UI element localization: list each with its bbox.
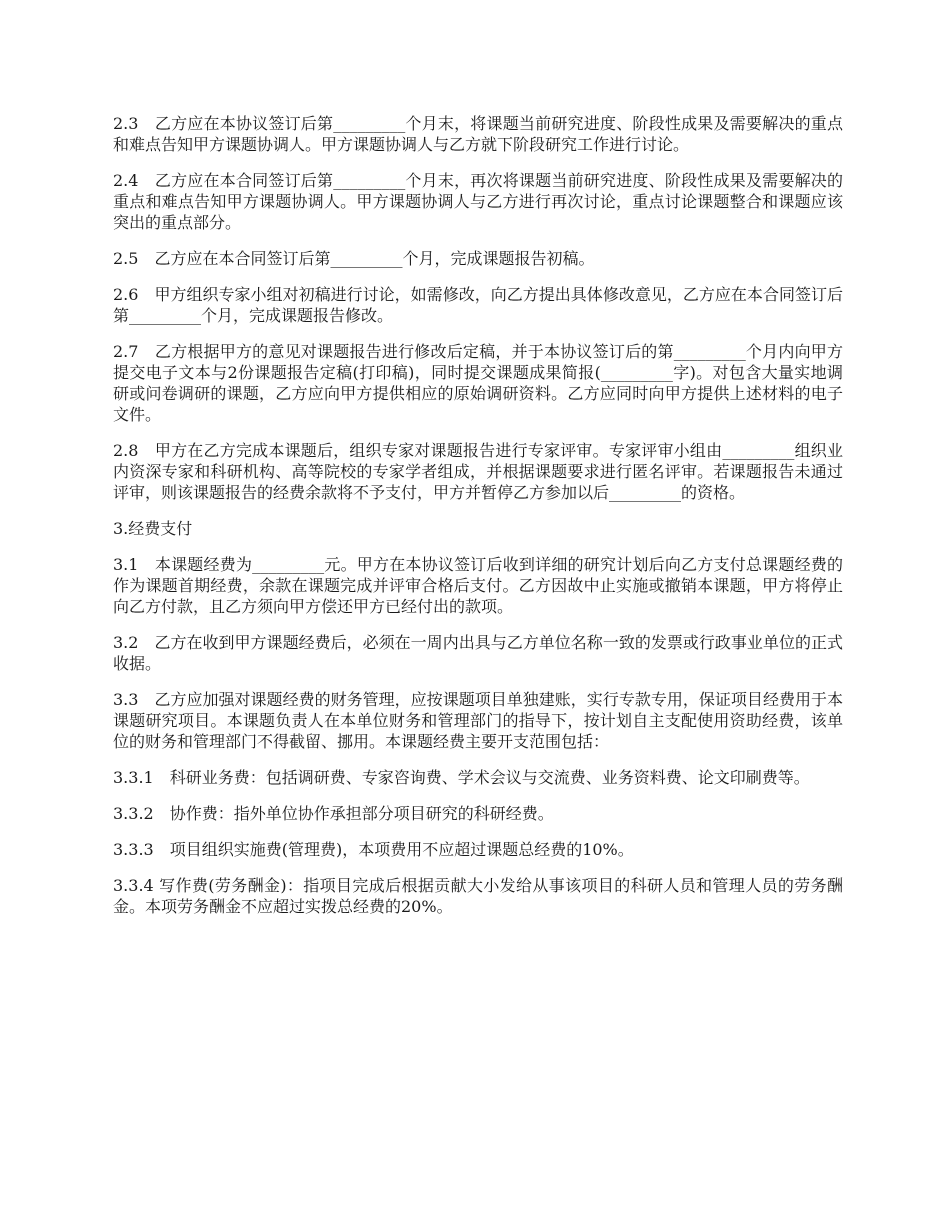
- clause-2-3: 2.3 乙方应在本协议签订后第_________个月末，将课题当前研究进度、阶段性成果及需要解决的重点和难点告知甲方课题协调人。甲方课题协调人与乙方就下阶段研究工作进行讨论。: [113, 114, 843, 154]
- document-page: [113, 113, 843, 917]
- clause-2-7: 2.7 乙方根据甲方的意见对课题报告进行修改后定稿，并于本协议签订后的第_________个月内向甲方提交电子文本与2份课题报告定稿(打印稿)，同时提交课题成果简报(_________字)。对包含大量实地调研或问卷调研的课题，乙方应向甲方提供相应的原始调研资料。乙方应同时向甲方提供上述材料的电子文件。: [113, 342, 843, 424]
- clause-3-3: 3.3 乙方应加强对课题经费的财务管理，应按课题项目单独建账，实行专款专用，保证项目经费用于本课题研究项目。本课题负责人在本单位财务和管理部门的指导下，按计划自主支配使用资助经费，该单位的财务和管理部门不得截留、挪用。本课题经费主要开支范围包括：: [113, 690, 843, 751]
- clause-2-4: 2.4 乙方应在本合同签订后第_________个月末，再次将课题当前研究进度、阶段性成果及需要解决的重点和难点告知甲方课题协调人。甲方课题协调人与乙方进行再次讨论，重点讨论课题整合和课题应该突出的重点部分。: [113, 171, 843, 232]
- clause-3-1: 3.1 本课题经费为_________元。甲方在本协议签订后收到详细的研究计划后向乙方支付总课题经费的作为课题首期经费，余款在课题完成并评审合格后支付。乙方因故中止实施或撤销本课题，甲方将停止向乙方付款，且乙方须向甲方偿还甲方已经付出的款项。: [113, 555, 843, 616]
- section-heading-3: 3.经费支付: [113, 519, 193, 538]
- clause-3-2: 3.2 乙方在收到甲方课题经费后，必须在一周内出具与乙方单位名称一致的发票或行政事业单位的正式收据。: [113, 633, 843, 673]
- clause-3-3-1: 3.3.1 科研业务费：包括调研费、专家咨询费、学术会议与交流费、业务资料费、论文印刷费等。: [113, 768, 810, 787]
- clause-3-3-3: 3.3.3 项目组织实施费(管理费)，本项费用不应超过课题总经费的10%。: [113, 840, 634, 859]
- clause-2-5: 2.5 乙方应在本合同签订后第_________个月，完成课题报告初稿。: [113, 249, 595, 268]
- clause-2-6: 2.6 甲方组织专家小组对初稿进行讨论，如需修改，向乙方提出具体修改意见，乙方应在本合同签订后第_________个月，完成课题报告修改。: [113, 285, 843, 325]
- clause-3-3-2: 3.3.2 协作费：指外单位协作承担部分项目研究的科研经费。: [113, 804, 554, 823]
- clause-3-3-4: 3.3.4 写作费(劳务酬金)：指项目完成后根据贡献大小发给从事该项目的科研人员和管理人员的劳务酬金。本项劳务酬金不应超过实拨总经费的20%。: [113, 876, 843, 916]
- clause-2-8: 2.8 甲方在乙方完成本课题后，组织专家对课题报告进行专家评审。专家评审小组由_________组织业内资深专家和科研机构、高等院校的专家学者组成，并根据课题要求进行匿名评审。若课题报告未通过评审，则该课题报告的经费余款将不予支付，甲方并暂停乙方参加以后_________的资格。: [113, 441, 843, 502]
